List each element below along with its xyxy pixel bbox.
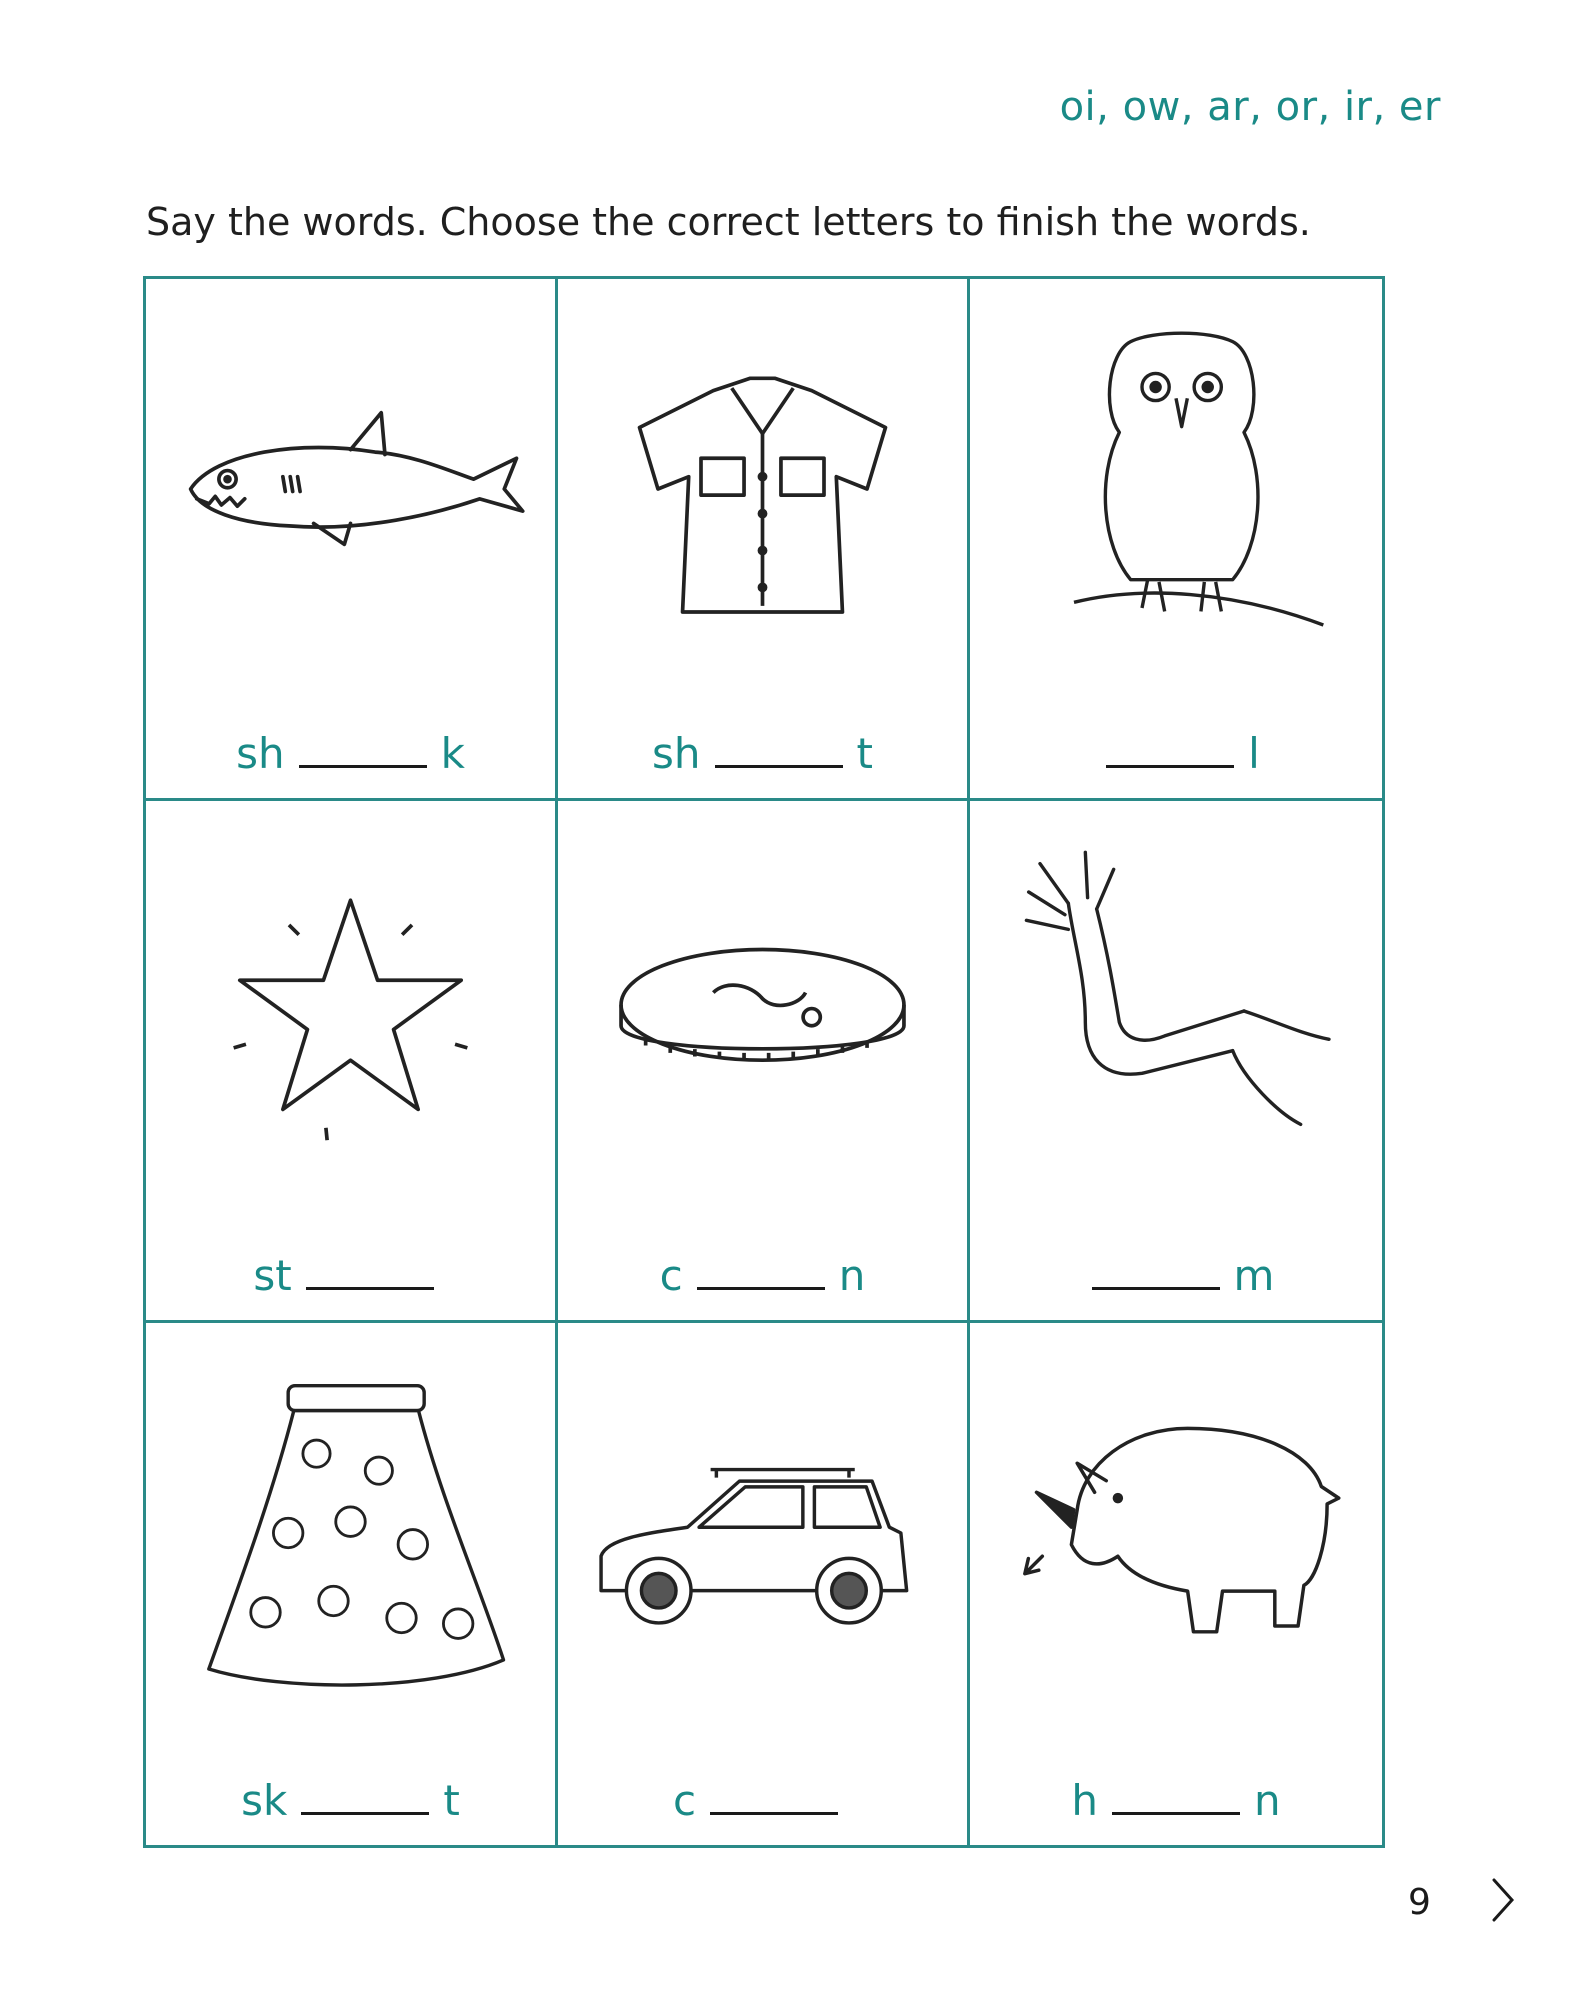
answer-blank[interactable] [301,1812,429,1815]
card-rhino [970,1323,1382,1845]
car-icon [578,1363,947,1703]
word-puzzle [558,1776,967,1825]
word-puzzle [146,1776,555,1825]
word-prefix: sk [241,1776,288,1825]
star-icon [166,841,535,1181]
answer-blank[interactable] [306,1287,434,1290]
word-puzzle [146,1251,555,1300]
word-prefix: c [659,1251,683,1300]
answer-blank[interactable] [715,765,843,768]
rhino-horn-icon [990,1363,1362,1703]
card-arm [970,801,1382,1323]
answer-blank[interactable] [697,1287,825,1290]
word-suffix: t [443,1776,460,1825]
word-suffix: n [1254,1776,1281,1825]
worksheet-grid [143,276,1385,1848]
word-prefix: sh [236,729,285,778]
word-puzzle [970,1251,1382,1300]
card-star [146,801,558,1323]
word-prefix: sh [652,729,701,778]
sound-list-header: oi, ow, ar, or, ir, er [1059,84,1441,130]
word-puzzle [558,1251,967,1300]
card-shark [146,279,558,801]
word-prefix: h [1071,1776,1098,1825]
card-owl [970,279,1382,801]
word-prefix: st [253,1251,292,1300]
word-suffix: n [838,1251,866,1300]
word-suffix: k [440,729,465,778]
skirt-icon [166,1363,535,1703]
word-puzzle [146,729,555,778]
arm-icon [990,841,1362,1181]
card-coin [558,801,970,1323]
chevron-right-icon[interactable] [1488,1876,1518,1924]
answer-blank[interactable] [1106,765,1234,768]
card-car [558,1323,970,1845]
instruction-text: Say the words. Choose the correct letters to finish the words. [146,200,1311,244]
shirt-icon [578,319,947,659]
card-skirt [146,1323,558,1845]
card-shirt [558,279,970,801]
word-puzzle [970,729,1382,778]
answer-blank[interactable] [710,1812,838,1815]
answer-blank[interactable] [299,765,427,768]
shark-icon [166,319,535,659]
word-puzzle [558,729,967,778]
word-suffix: l [1248,729,1260,778]
word-puzzle [970,1776,1382,1825]
word-prefix: c [672,1776,697,1825]
answer-blank[interactable] [1112,1812,1240,1815]
page-number: 9 [1408,1882,1431,1923]
answer-blank[interactable] [1092,1287,1220,1290]
word-suffix: m [1233,1251,1275,1300]
word-suffix: t [856,729,873,778]
owl-icon [990,319,1362,659]
coin-icon [578,841,947,1181]
